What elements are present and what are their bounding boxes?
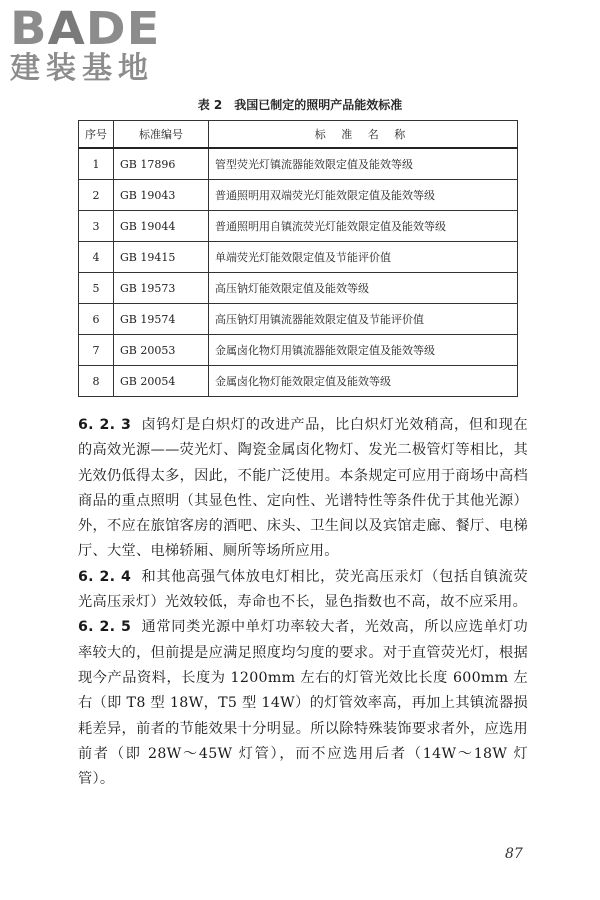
paragraph-6-2-3 — [78, 413, 528, 565]
standard-code: GB 19573 — [114, 273, 209, 304]
row-number: 7 — [79, 335, 114, 366]
paragraph-6-2-5 — [78, 615, 528, 792]
row-number: 3 — [79, 211, 114, 242]
page-number: 87 — [505, 846, 523, 862]
standard-name: 管型荧光灯镇流器能效限定值及能效等级 — [209, 148, 518, 180]
row-number: 1 — [79, 148, 114, 180]
standard-name: 金属卤化物灯用镇流器能效限定值及能效等级 — [209, 335, 518, 366]
standard-name: 普通照明用双端荧光灯能效限定值及能效等级 — [209, 180, 518, 211]
standard-name: 高压钠灯用镇流器能效限定值及节能评价值 — [209, 304, 518, 335]
table-row — [79, 366, 518, 397]
standard-code: GB 20053 — [114, 335, 209, 366]
body-text — [78, 413, 528, 792]
row-number: 5 — [79, 273, 114, 304]
standard-code: GB 19043 — [114, 180, 209, 211]
logo-subtitle: 建装基地 — [10, 51, 154, 86]
standard-code: GB 20054 — [114, 366, 209, 397]
standard-name: 单端荧光灯能效限定值及节能评价值 — [209, 242, 518, 273]
table-row — [79, 304, 518, 335]
row-number: 6 — [79, 304, 114, 335]
paragraph-text: 通常同类光源中单灯功率较大者，光效高，所以应选单灯功率较大的，但前提是应满足照度均匀度的要求。对于直管荧光灯，根据现今产品资料，长度为 1200mm 左右的灯管光效比长度 600mm 左右（即 T8 型 18W，T5 型 14W）的灯管效率高，再加上其镇流器损耗差异，前者的节能效果十分明显。所以除特殊装饰要求者外，应选用前者（即 28W～45W 灯管），而不应选用后者（14W～18W 灯管）。 — [78, 619, 528, 788]
standard-code: GB 19415 — [114, 242, 209, 273]
clause-number: 6. 2. 5 — [78, 619, 132, 636]
logo-wordmark: BADE — [10, 2, 161, 56]
table-title: 表 2 我国已制定的照明产品能效标准 — [197, 98, 403, 112]
table-row — [79, 148, 518, 180]
clause-number: 6. 2. 3 — [78, 417, 132, 433]
row-number: 4 — [79, 242, 114, 273]
standard-name: 普通照明用自镇流荧光灯能效限定值及能效等级 — [209, 211, 518, 242]
standards-table — [78, 120, 518, 397]
table-row — [79, 211, 518, 242]
header-no: 序号 — [79, 121, 114, 149]
clause-number: 6. 2. 4 — [78, 568, 132, 585]
row-number: 2 — [79, 180, 114, 211]
standard-code: GB 17896 — [114, 148, 209, 180]
table-row — [79, 335, 518, 366]
standard-name: 高压钠灯能效限定值及能效等级 — [209, 273, 518, 304]
table-header-row — [79, 121, 518, 149]
header-name: 标 准 名 称 — [209, 121, 518, 149]
table-row — [79, 180, 518, 211]
header-code: 标准编号 — [114, 121, 209, 149]
standard-code: GB 19574 — [114, 304, 209, 335]
bade-logo — [10, 4, 160, 86]
paragraph-6-2-4 — [78, 565, 528, 616]
standard-code: GB 19044 — [114, 211, 209, 242]
paragraph-text: 卤钨灯是白炽灯的改进产品，比白炽灯光效稍高，但和现在的高效光源——荧光灯、陶瓷金属卤化物灯、发光二极管灯等相比，其光效仍低得太多，因此，不能广泛使用。本条规定可应用于商场中高档商品的重点照明（其显色性、定向性、光谱特性等条件优于其他光源）外，不应在旅馆客房的酒吧、床头、卫生间以及宾馆走廊、餐厅、电梯厅、大堂、电梯轿厢、厕所等场所应用。 — [78, 417, 528, 560]
standard-name: 金属卤化物灯能效限定值及能效等级 — [209, 366, 518, 397]
row-number: 8 — [79, 366, 114, 397]
table-row — [79, 242, 518, 273]
paragraph-text: 和其他高强气体放电灯相比，荧光高压汞灯（包括自镇流荧光高压汞灯）光效较低，寿命也不长，显色指数也不高，故不应采用。 — [78, 568, 528, 611]
table-row — [79, 273, 518, 304]
